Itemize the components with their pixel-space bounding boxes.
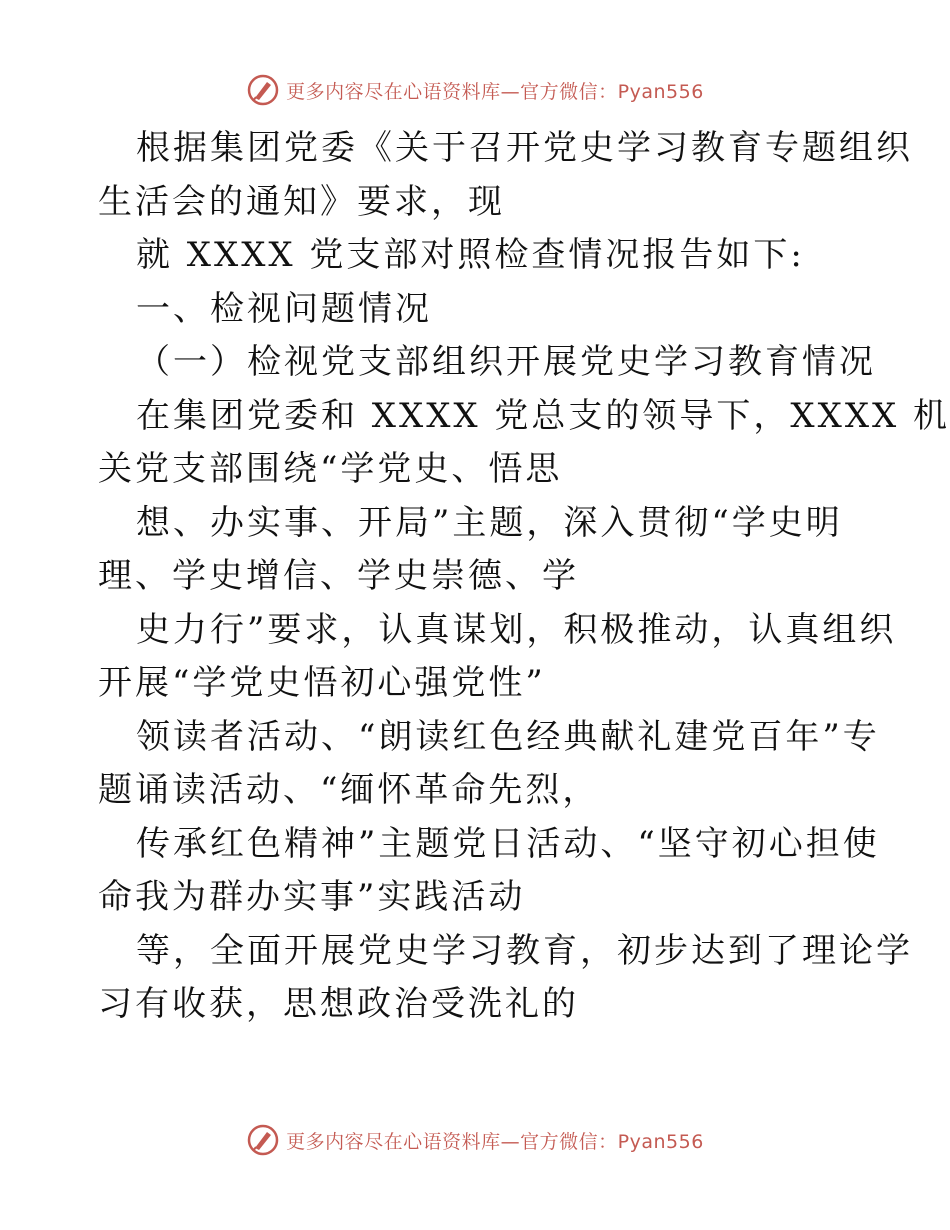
paragraph-line: 关党支部围绕“学党史、悟思: [98, 449, 563, 489]
paragraph-line: 命我为群办实事”实践活动: [98, 877, 526, 917]
quill-pen-logo-icon: [246, 73, 280, 107]
paragraph-line: 领读者活动、“朗读红色经典献礼建党百年”专: [136, 716, 880, 757]
watermark-text: 更多内容尽在心语资料库—官方微信：Pyan556: [286, 1130, 704, 1153]
paragraph-line: 就 XXXX 党支部对照检查情况报告如下:: [136, 235, 805, 275]
paragraph-line: 等，全面开展党史学习教育，初步达到了理论学: [136, 930, 913, 971]
watermark-footer: [0, 1122, 950, 1158]
section-heading: 一、检视问题情况: [136, 288, 432, 329]
watermark-text: 更多内容尽在心语资料库—官方微信：Pyan556: [286, 80, 704, 103]
paragraph-line: 根据集团党委《关于召开党史学习教育专题组织: [136, 128, 913, 168]
paragraph-line: 史力行”要求，认真谋划，积极推动，认真组织: [136, 609, 897, 650]
quill-pen-logo-icon: [246, 1123, 280, 1157]
subsection-heading: （一）检视党支部组织开展党史学习教育情况: [136, 342, 876, 382]
paragraph-line: 习有收获，思想政治受洗礼的: [98, 984, 579, 1024]
paragraph-line: 开展“学党史悟初心强党性”: [98, 663, 546, 703]
paragraph-line: 传承红色精神”主题党日活动、“坚守初心担使: [136, 823, 880, 864]
document-body: [98, 122, 950, 1032]
paragraph-line: 在集团党委和 XXXX 党总支的领导下，XXXX 机: [136, 395, 950, 436]
paragraph-line: 理、学史增信、学史崇德、学: [98, 556, 579, 596]
paragraph-line: 生活会的通知》要求，现: [98, 181, 505, 222]
paragraph-line: 题诵读活动、“缅怀革命先烈，: [98, 770, 600, 810]
paragraph-line: 想、办实事、开局”主题，深入贯彻“学史明: [136, 502, 843, 543]
watermark-header: [0, 72, 950, 108]
